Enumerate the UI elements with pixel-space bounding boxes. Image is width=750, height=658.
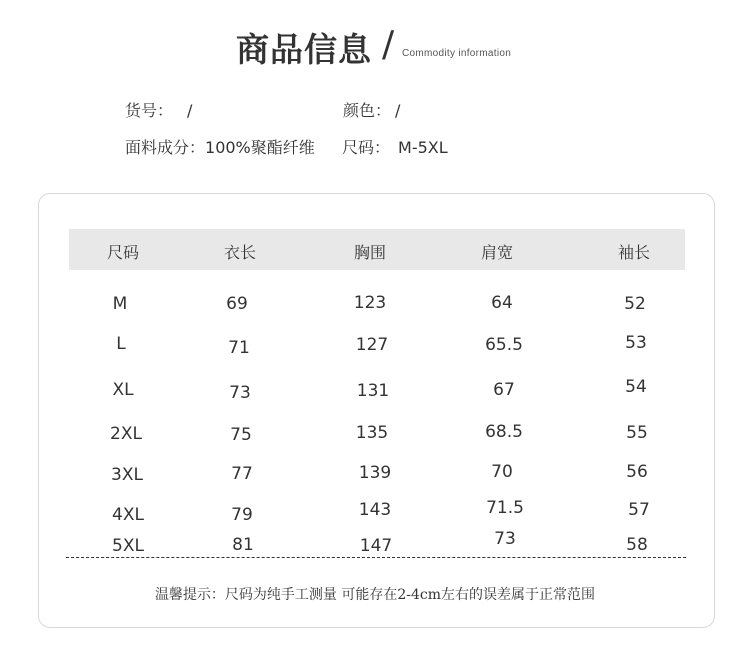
table-cell: 81 [232,535,254,555]
color-label: 颜色： [343,101,392,120]
header-size: 尺码 [106,243,140,262]
header-length: 衣长 [223,243,257,262]
table-cell: 68.5 [485,422,523,442]
table-cell: 53 [625,333,647,353]
table-cell: 71.5 [486,498,524,518]
color-value: / [395,101,401,120]
table-cell: 52 [624,294,646,314]
fabric-info [125,135,315,158]
header-sleeve: 袖长 [617,243,651,262]
table-cell: 2XL [110,424,142,444]
item-number-label: 货号： [125,101,174,120]
size-info [342,135,448,158]
fabric-label: 面料成分： [125,138,206,157]
table-cell: 70 [491,462,513,482]
table-cell: 3XL [111,465,143,485]
table-cell: 58 [626,535,648,555]
table-cell: 139 [358,463,392,483]
table-cell: XL [112,380,134,400]
table-cell: 147 [359,536,393,556]
table-cell: 64 [491,293,513,313]
table-cell: 79 [231,505,253,525]
table-cell: 54 [625,377,647,397]
title-slash: / [382,24,395,65]
table-cell: 69 [226,294,248,314]
table-cell: 55 [626,423,648,443]
table-cell: 65.5 [485,335,523,355]
table-cell: 127 [355,335,389,355]
table-cell: 77 [231,464,253,484]
header-chest: 胸围 [353,243,387,262]
page-header [0,22,750,72]
table-cell: 143 [358,500,392,520]
item-number-value: / [187,101,193,120]
page-title: 商品信息 [236,30,372,69]
color-info [343,98,400,121]
table-cell: 67 [493,380,515,400]
header-shoulder: 肩宽 [480,243,514,262]
table-cell: 131 [356,381,390,401]
table-cell: 5XL [112,536,144,556]
measurement-note: 温馨提示：尺码为纯手工测量 可能存在2-4cm左右的误差属于正常范围 [154,587,596,603]
table-cell: 57 [628,500,650,520]
table-cell: 135 [355,423,389,443]
fabric-value: 100%聚酯纤维 [205,138,315,157]
size-value: M-5XL [398,138,448,157]
table-cell: 75 [230,425,252,445]
dashed-divider [66,557,686,558]
item-number [125,98,192,121]
table-cell: 56 [626,462,648,482]
page-subtitle: Commodity information [402,48,512,59]
table-cell: L [116,334,126,354]
table-cell: 123 [353,293,387,313]
table-cell: 73 [229,383,251,403]
table-cell: 71 [228,338,250,358]
table-cell: 73 [494,529,516,549]
size-label: 尺码： [342,138,391,157]
table-cell: 4XL [112,505,144,525]
table-cell: M [112,294,128,314]
